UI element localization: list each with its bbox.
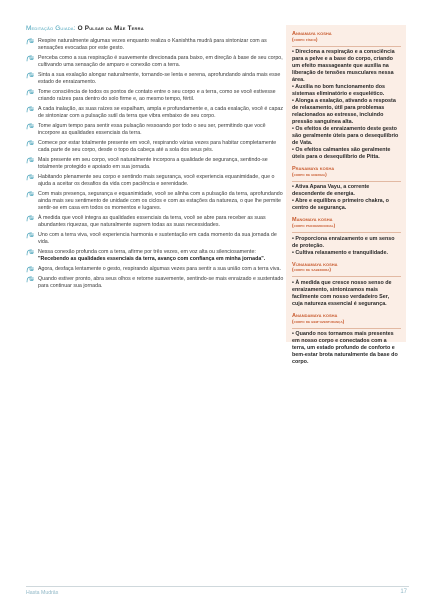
bullet-item: • Cultiva relaxamento e tranquilidade.	[292, 249, 388, 256]
divider	[292, 181, 401, 182]
step-text: Respire naturalmente algumas vezes enquanto realiza o Kanishtha mudrā para sintonizar com as sensações evocadas por este gesto.	[38, 38, 267, 51]
bullet-item: • Proporciona enraizamento e um senso de proteção.	[292, 235, 395, 249]
kosha-name: Anandamaya kosha	[292, 312, 338, 319]
hand-mudra-icon	[26, 89, 35, 96]
kosha-subtitle: (corpo de energia)	[292, 173, 327, 178]
meditation-column	[26, 25, 284, 293]
divider	[292, 328, 401, 329]
hand-mudra-icon	[26, 174, 35, 181]
step-item	[26, 140, 284, 154]
kosha-name: Annamaya kosha	[292, 31, 332, 37]
step-text: Nessa conexão profunda com a terra, afirme por três vezes, em voz alta ou silenciosamente:	[38, 248, 256, 255]
hand-mudra-icon	[26, 55, 35, 62]
page-number: 17	[400, 589, 407, 595]
kosha-section	[292, 262, 401, 308]
kosha-subtitle: (corpo de sabedoria)	[292, 268, 332, 274]
divider	[292, 46, 401, 47]
kosha-section	[292, 31, 401, 161]
step-text: Uno com a terra viva, você experiencia harmonia e sustentação em cada momento da sua jornada de vida.	[38, 231, 277, 245]
bullet-item: • Ativa Apana Vayu, a corrente descendente de energia.	[292, 184, 370, 198]
step-item	[26, 249, 284, 263]
hand-mudra-icon	[26, 276, 35, 283]
step-item	[26, 89, 284, 103]
kosha-name: Vijnanamaya kosha	[292, 261, 338, 268]
hand-mudra-icon	[26, 140, 35, 147]
step-text: A cada inalação, as suas raízes se espalham, ampla e profundamente e, a cada exalação, você é capaz de sintonizar com a pulsação sutil da terra que vibra embaixo de seu corpo.	[38, 106, 283, 119]
bullet-item: • Direciona a respiração e a consciência para a pelve e a base do corpo, criando um efeito massageante que auxilia na liberação de tensões musculares nessa área.	[292, 49, 395, 84]
step-text: Sinta a sua exalação alongar naturalmente, tornando-se lenta e serena, aprofundando ainda mais esse estado de enraizamento.	[38, 72, 281, 85]
kosha-sidebar	[286, 25, 406, 366]
step-item	[26, 276, 284, 290]
step-text: Tome algum tempo para sentir essa pulsação ressoando por todo o seu ser, permitindo que você incorpore as qualidades essenciais da terra.	[38, 123, 266, 136]
hand-mudra-icon	[26, 72, 35, 79]
step-text: Perceba como a sua respiração é suavemente direcionada para baixo, em direção à base de seu corpo, cultivando uma sensação de amparo e conexão com a terra.	[38, 55, 283, 68]
hand-mudra-icon	[26, 191, 35, 198]
divider	[292, 232, 401, 233]
step-item	[26, 174, 284, 188]
step-text: Tome consciência de todos os pontos de contato entre o seu corpo e a terra, como se você estivesse criando raízes para dentro do solo firme e, ao mesmo tempo, fértil.	[38, 89, 276, 102]
bullet-item: • Quando nos tornamos mais presentes em nosso corpo e conectados com a terra, um estado profundo de conforto e bem-estar brota naturalmente da base do corpo.	[292, 331, 398, 366]
step-text: Com mais presença, segurança e equanimidade, você se alinha com a pulsação da terra, aprofundando ainda mais seu sentimento de unidade com os ciclos e com as estações da natureza, o que lhe permite sentir-se em casa em todos os momentos e lugares.	[38, 191, 283, 211]
kosha-section	[292, 217, 401, 256]
kosha-subtitle: (corpo de bem-aventurança)	[292, 319, 345, 325]
kosha-section	[292, 166, 401, 212]
title-text: O Pulsar da Mãe Terra	[77, 25, 144, 32]
bullet-item: • Auxilia no bom funcionamento dos sistemas eliminatório e esquelético.	[292, 84, 386, 98]
footer-book-title: Hasta Mudrās	[26, 590, 59, 596]
step-item	[26, 55, 284, 69]
hand-mudra-icon	[26, 249, 35, 256]
kosha-section	[292, 313, 401, 366]
kosha-name: Pranamaya kosha	[292, 166, 335, 173]
bullet-item: • Alonga a exalação, ativando a resposta de relaxamento, útil para problemas relacionados ao estresse, incluindo pressão sanguínea alta.	[292, 98, 396, 126]
footer-rule	[26, 586, 409, 587]
bullet-item: • Os efeitos de enraizamento deste gesto são geralmente úteis para o desequilíbrio de Vata.	[292, 126, 399, 147]
step-item	[26, 232, 284, 246]
hand-mudra-icon	[26, 266, 35, 273]
hand-mudra-icon	[26, 215, 35, 222]
step-item	[26, 106, 284, 120]
kosha-subtitle: (corpo físico)	[292, 37, 318, 43]
step-item	[26, 72, 284, 86]
kosha-name: Manomaya kosha	[292, 217, 333, 224]
step-item	[26, 191, 284, 212]
divider	[292, 276, 401, 277]
step-item	[26, 157, 284, 171]
page-title	[26, 25, 284, 32]
step-text: Mais presente em seu corpo, você naturalmente incorpora a qualidade de segurança, sentindo-se totalmente protegido e apoiado em sua jornada.	[38, 157, 268, 170]
kosha-subtitle: (corpo psicoemocional)	[292, 224, 336, 230]
step-text: Quando estiver pronto, abra seus olhos e retorne suavemente, sentindo-se mais enraizado e sustentado para continuar sua jornada.	[38, 276, 284, 289]
step-text: Habitando plenamente seu corpo e sentindo mais segurança, você experiencia equanimidade, que o ajuda a aceitar os desafios da vida com paciência e serenidade.	[38, 174, 275, 187]
title-prefix: Meditação Guiada:	[26, 25, 76, 32]
bullet-item: • Os efeitos calmantes são geralmente úteis para o desequilíbrio de Pitta.	[292, 147, 391, 161]
affirmation-text: "Recebendo as qualidades essenciais da terra, avanço com confiança em minha jornada".	[38, 255, 266, 262]
hand-mudra-icon	[26, 123, 35, 130]
step-text: Agora, desfaça lentamente o gesto, respirando algumas vezes para sentir a sua união com a terra viva.	[38, 265, 281, 272]
hand-mudra-icon	[26, 232, 35, 239]
step-item	[26, 38, 284, 52]
step-item	[26, 266, 284, 273]
bullet-item: • Abre e equilibra o primeiro chakra, o centro de segurança.	[292, 198, 389, 212]
hand-mudra-icon	[26, 106, 35, 113]
hand-mudra-icon	[26, 38, 35, 45]
step-text: À medida que você integra as qualidades essenciais da terra, você se abre para receber as suas abundantes riquezas, que naturalmente suprem todas as suas necessidades.	[38, 214, 266, 228]
step-item	[26, 215, 284, 229]
bullet-item: • À medida que cresce nosso senso de enraizamento, sintonizamos mais facilmente com nosso verdadeiro Ser, cuja natureza essencial é segurança.	[292, 279, 392, 307]
step-item	[26, 123, 284, 137]
step-text: Comece por estar totalmente presente em você, respirando várias vezes para habitar completamente cada parte de seu corpo, desde o topo da cabeça até a sola dos seus pés.	[38, 140, 277, 153]
hand-mudra-icon	[26, 157, 35, 164]
